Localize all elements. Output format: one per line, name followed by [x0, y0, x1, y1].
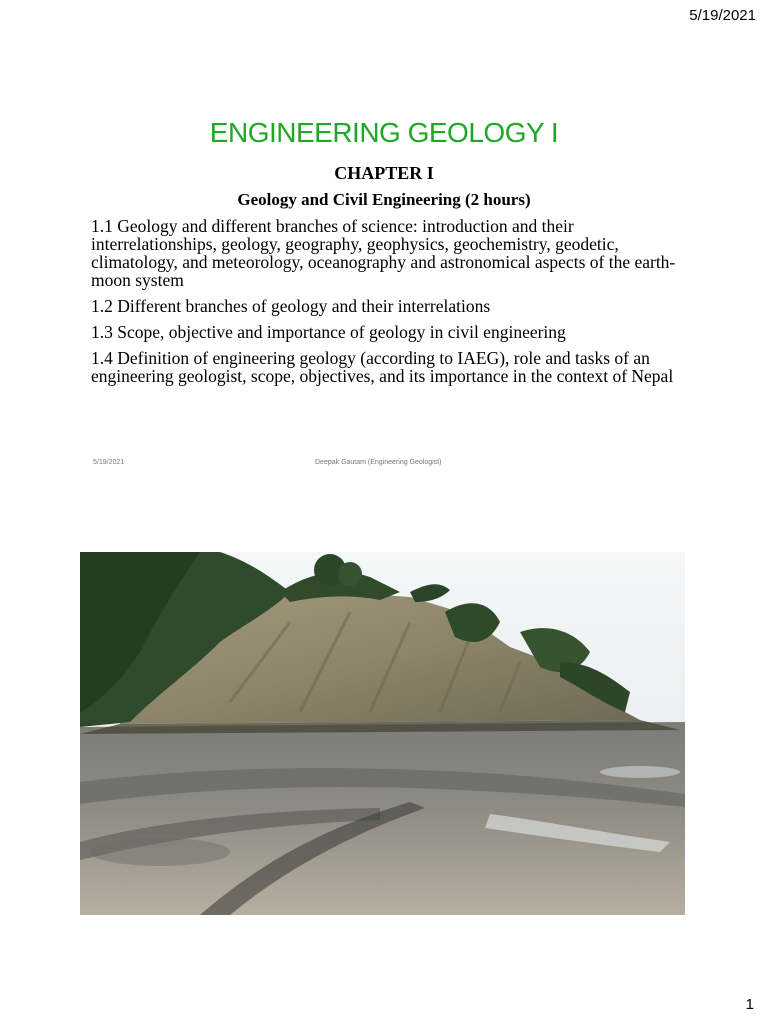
- page-number: 1: [745, 996, 754, 1013]
- slide-footer-date: 5/19/2021: [93, 459, 125, 466]
- chapter-heading: CHAPTER I: [334, 163, 434, 183]
- slide-footer-author: Deepak Gautam (Engineering Geologist): [315, 459, 442, 466]
- page-date: 5/19/2021: [689, 7, 756, 24]
- coastal-cliff-photo: [80, 552, 685, 915]
- chapter-subtitle: Geology and Civil Engineering (2 hours): [237, 190, 531, 209]
- slide-title: ENGINEERING GEOLOGY I: [209, 117, 559, 148]
- topic-item: 1.3 Scope, objective and importance of geology in civil engineering: [91, 322, 566, 342]
- topic-item: 1.2 Different branches of geology and their interrelations: [91, 296, 491, 316]
- topic-item: 1.1 Geology and different branches of science: introduction and their interrelationships, geology, geography, geophysics, geochemistry, geodetic, climatology, and meteorology, oceanography and astronomical aspects of the earth- moon system: [91, 216, 676, 290]
- topic-list: [91, 217, 681, 393]
- topic-item: 1.4 Definition of engineering geology (according to IAEG), role and tasks of an engineering geologist, scope, objectives, and its importance in the context of Nepal: [91, 348, 674, 386]
